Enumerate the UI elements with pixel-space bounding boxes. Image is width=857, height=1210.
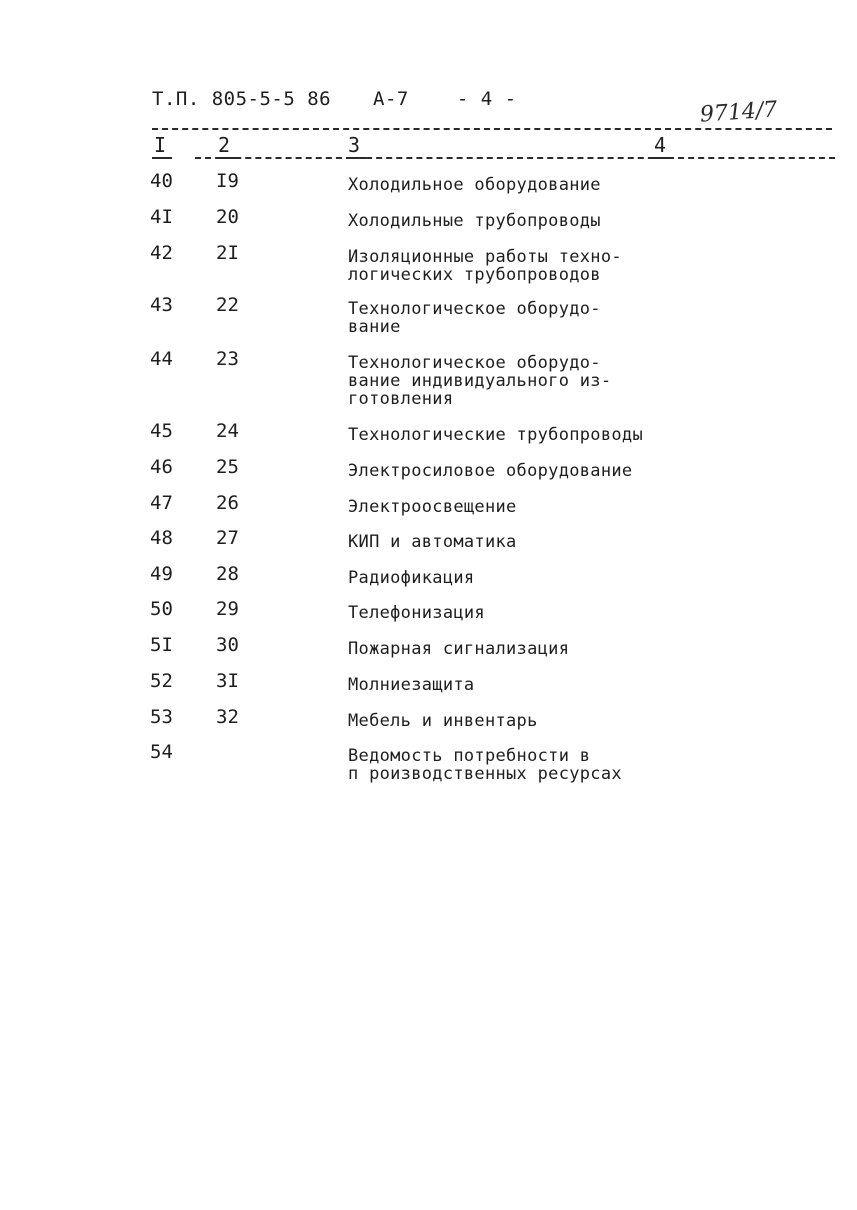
row-number: 46	[150, 456, 173, 478]
column-header-divider	[195, 157, 835, 159]
section-title: Ведомость потребности в п роизводственных ресурсах	[348, 746, 622, 784]
section-number: 20	[216, 206, 239, 228]
row-number: 42	[150, 242, 173, 264]
page-number: - 4 -	[456, 88, 517, 110]
section-title: Изоляционные работы техно- логических трубопроводов	[348, 247, 622, 285]
row-number: 5I	[150, 634, 173, 656]
section-title: Технологическое оборудо- вание	[348, 299, 601, 337]
document-header	[152, 88, 517, 110]
row-number: 52	[150, 670, 173, 692]
row-number: 53	[150, 706, 173, 728]
section-number: 32	[216, 706, 239, 728]
section-title: Молниезащита	[348, 675, 475, 695]
section-title: Холодильные трубопроводы	[348, 211, 601, 231]
sheet-label: А-7	[373, 88, 409, 110]
section-number: 2I	[216, 242, 239, 264]
section-number: 23	[216, 348, 239, 370]
section-number: 30	[216, 634, 239, 656]
section-title: Электроосвещение	[348, 497, 517, 517]
section-number: 25	[216, 456, 239, 478]
column-header-1-underline	[152, 157, 172, 159]
column-header-3: 3	[348, 133, 361, 157]
section-title: Технологические трубопроводы	[348, 425, 643, 445]
document-code: Т.П. 805-5-5 86	[152, 88, 332, 110]
section-number: 28	[216, 563, 239, 585]
column-header-4: 4	[654, 133, 667, 157]
section-title: Радиофикация	[348, 568, 475, 588]
row-number: 45	[150, 420, 173, 442]
section-title: Телефонизация	[348, 603, 485, 623]
row-number: 54	[150, 741, 173, 763]
header-divider	[152, 128, 832, 130]
section-number: 29	[216, 598, 239, 620]
row-number: 50	[150, 598, 173, 620]
section-number: 24	[216, 420, 239, 442]
column-header-1: I	[154, 133, 167, 157]
section-number: 26	[216, 492, 239, 514]
row-number: 4I	[150, 206, 173, 228]
section-title: Электросиловое оборудование	[348, 461, 633, 481]
section-number: 22	[216, 294, 239, 316]
row-number: 48	[150, 527, 173, 549]
row-number: 43	[150, 294, 173, 316]
section-title: Холодильное оборудование	[348, 175, 601, 195]
section-title: КИП и автоматика	[348, 532, 517, 552]
section-title: Пожарная сигнализация	[348, 639, 570, 659]
row-number: 40	[150, 170, 173, 192]
section-title: Технологическое оборудо- вание индивидуального из- готовления	[348, 353, 612, 409]
section-title: Мебель и инвентарь	[348, 711, 538, 731]
column-header-2: 2	[218, 133, 231, 157]
row-number: 44	[150, 348, 173, 370]
row-number: 49	[150, 563, 173, 585]
section-number: 3I	[216, 670, 239, 692]
row-number: 47	[150, 492, 173, 514]
handwritten-note: 9714/7	[699, 97, 779, 128]
section-number: 27	[216, 527, 239, 549]
section-number: I9	[216, 170, 239, 192]
